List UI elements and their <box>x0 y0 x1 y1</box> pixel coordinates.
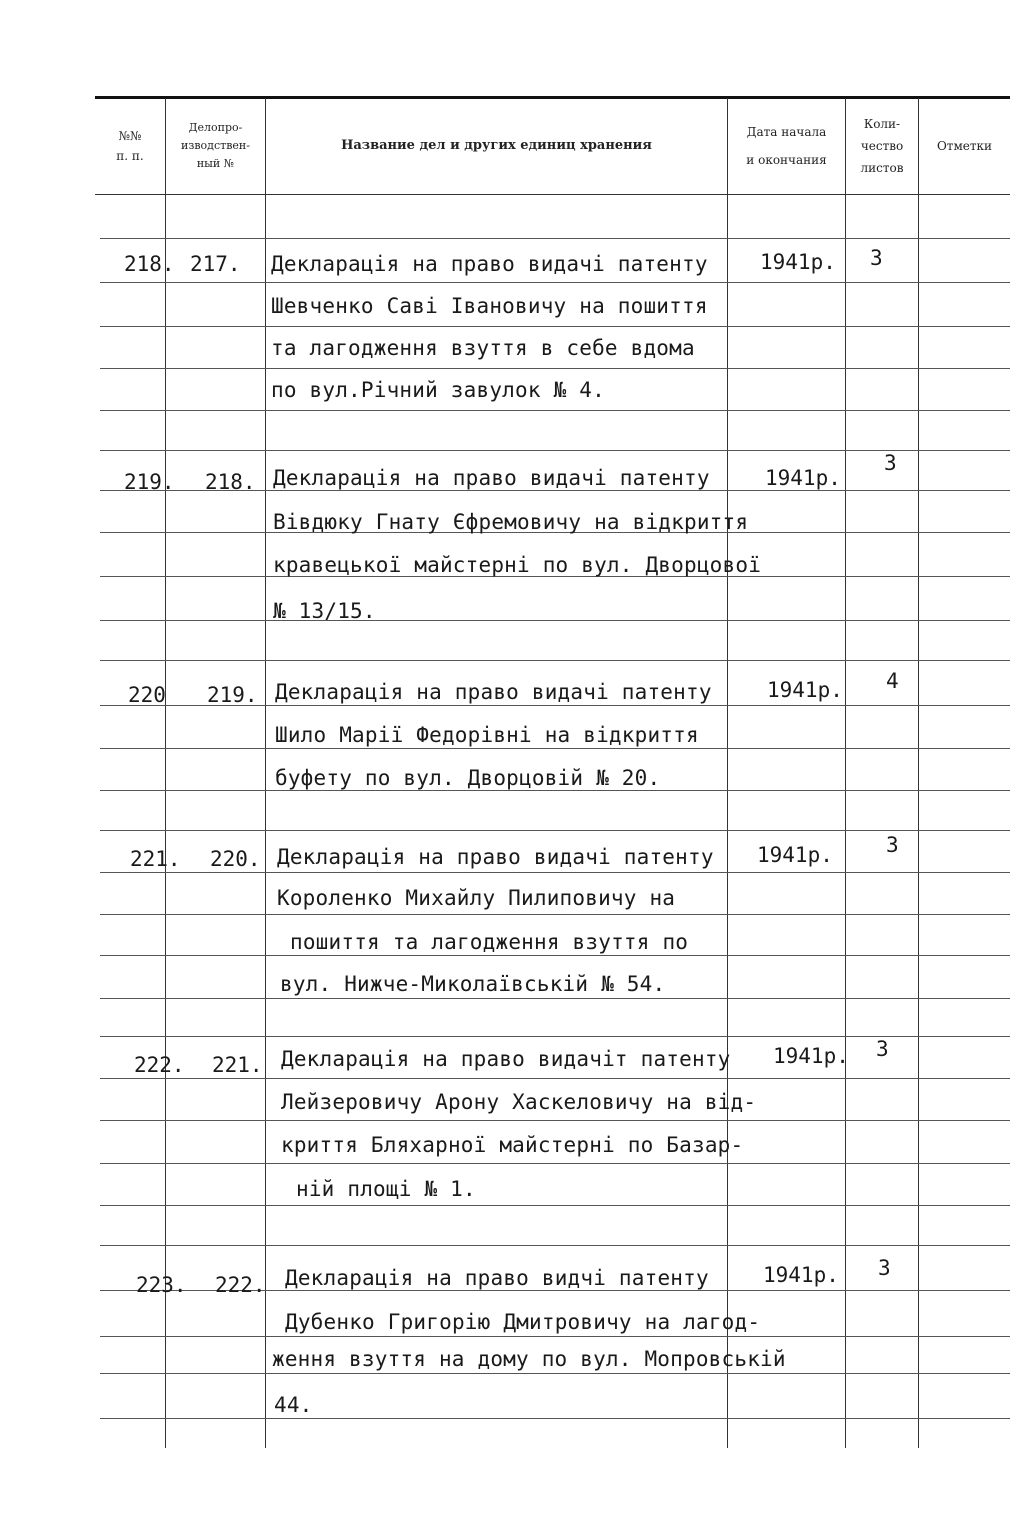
entry-date: 1941р. <box>765 466 841 490</box>
ruled-line <box>100 368 1010 369</box>
ruled-line <box>100 620 1010 621</box>
entry-title-line: Декларація на право видчі патенту <box>285 1266 709 1290</box>
header-notes-column: Отметки <box>936 139 993 153</box>
entry-title-line: № 13/15. <box>273 599 376 623</box>
entry-title-line: Декларація на право видачіт патенту <box>281 1047 731 1071</box>
header-dates-column: Дата начала и окончания <box>746 125 827 167</box>
header-title-column: Название дел и других единиц хранения <box>341 138 652 153</box>
entry-date: 1941р. <box>773 1044 849 1068</box>
entry-title-line: Декларація на право видачі патенту <box>275 680 712 704</box>
entry-case-number: 221. <box>212 1053 263 1077</box>
entry-title-line: Шило Марії Федорівні на відкриття <box>275 723 699 747</box>
entry-title-line: Декларація на право видачі патенту <box>273 466 710 490</box>
entry-title-line: вул. Нижче-Миколаївській № 54. <box>280 972 666 996</box>
entry-title-line: Лейзеровичу Арону Хаскеловичу на від- <box>281 1090 757 1114</box>
entry-title-line: Шевченко Саві Івановичу на пошиття <box>271 294 708 318</box>
entry-title-line: криття Бляхарної майстерні по Базар- <box>281 1133 744 1157</box>
ruled-line <box>100 748 1010 749</box>
entry-number: 220 <box>128 683 166 707</box>
entry-number: 218. <box>124 252 175 276</box>
ruled-line <box>100 830 1010 831</box>
entry-case-number: 220. <box>210 847 261 871</box>
entry-sheet-count: 3 <box>878 1256 891 1280</box>
ruled-line <box>100 790 1010 791</box>
entry-number: 219. <box>124 470 175 494</box>
entry-title-line: пошиття та лагодження взуття по <box>290 930 689 954</box>
entry-title-line: по вул.Річний завулок № 4. <box>271 378 605 402</box>
ruled-line <box>100 1373 1010 1374</box>
entry-title-line: Короленко Михайлу Пилиповичу на <box>277 886 676 910</box>
table-top-border <box>95 96 1010 99</box>
entry-case-number: 222. <box>215 1273 266 1297</box>
ruled-line <box>100 1245 1010 1246</box>
ruled-line <box>100 660 1010 661</box>
entry-title-line: ній площі № 1. <box>296 1177 476 1201</box>
header-bottom-border <box>95 194 1010 195</box>
header-number-column: №№ п. п. <box>116 129 144 163</box>
ruled-line <box>100 1036 1010 1037</box>
ruled-line <box>100 410 1010 411</box>
ruled-line <box>100 1418 1010 1419</box>
header-case-number-column: Делопро- изводствен- ный № <box>181 121 250 170</box>
entry-number: 222. <box>134 1053 185 1077</box>
ruled-line <box>100 1336 1010 1337</box>
entry-case-number: 218. <box>205 470 256 494</box>
entry-title-line: Вівдюку Гнату Єфремовичу на відкриття <box>273 510 749 534</box>
entry-date: 1941р. <box>757 843 833 867</box>
entry-title-line: 44. <box>274 1393 313 1417</box>
entry-number: 221. <box>130 847 181 871</box>
ruled-line <box>100 282 1010 283</box>
entry-sheet-count: 3 <box>876 1037 889 1061</box>
entry-case-number: 217. <box>190 252 241 276</box>
entry-date: 1941р. <box>767 678 843 702</box>
entry-title-line: кравецької майстерні по вул. Дворцової <box>273 553 762 577</box>
ruled-line <box>100 998 1010 999</box>
ruled-line <box>100 1078 1010 1079</box>
entry-sheet-count: 3 <box>886 833 899 857</box>
entry-number: 223. <box>136 1273 187 1297</box>
ruled-line <box>100 450 1010 451</box>
ruled-line <box>100 326 1010 327</box>
entry-case-number: 219. <box>207 683 258 707</box>
ruled-line <box>100 872 1010 873</box>
ruled-line <box>100 1163 1010 1164</box>
entry-title-line: та лагодження взуття в себе вдома <box>271 336 695 360</box>
ruled-line <box>100 238 1010 239</box>
ruled-line <box>100 914 1010 915</box>
entry-title-line: буфету по вул. Дворцовій № 20. <box>275 766 661 790</box>
ruled-line <box>100 1120 1010 1121</box>
entry-sheet-count: 3 <box>884 451 897 475</box>
entry-sheet-count: 3 <box>870 246 883 270</box>
entry-date: 1941р. <box>763 1263 839 1287</box>
header-sheets-column: Коли- чество листов <box>860 117 904 175</box>
entry-date: 1941р. <box>760 250 836 274</box>
ruled-line <box>100 955 1010 956</box>
ruled-line <box>100 1205 1010 1206</box>
entry-title-line: Декларація на право видачі патенту <box>277 845 714 869</box>
entry-title-line: Декларація на право видачі патенту <box>271 252 708 276</box>
entry-title-line: Дубенко Григорію Дмитровичу на лагод- <box>285 1310 761 1334</box>
entry-sheet-count: 4 <box>886 669 899 693</box>
entry-title-line: ження взуття на дому по вул. Мопровській <box>272 1347 786 1371</box>
